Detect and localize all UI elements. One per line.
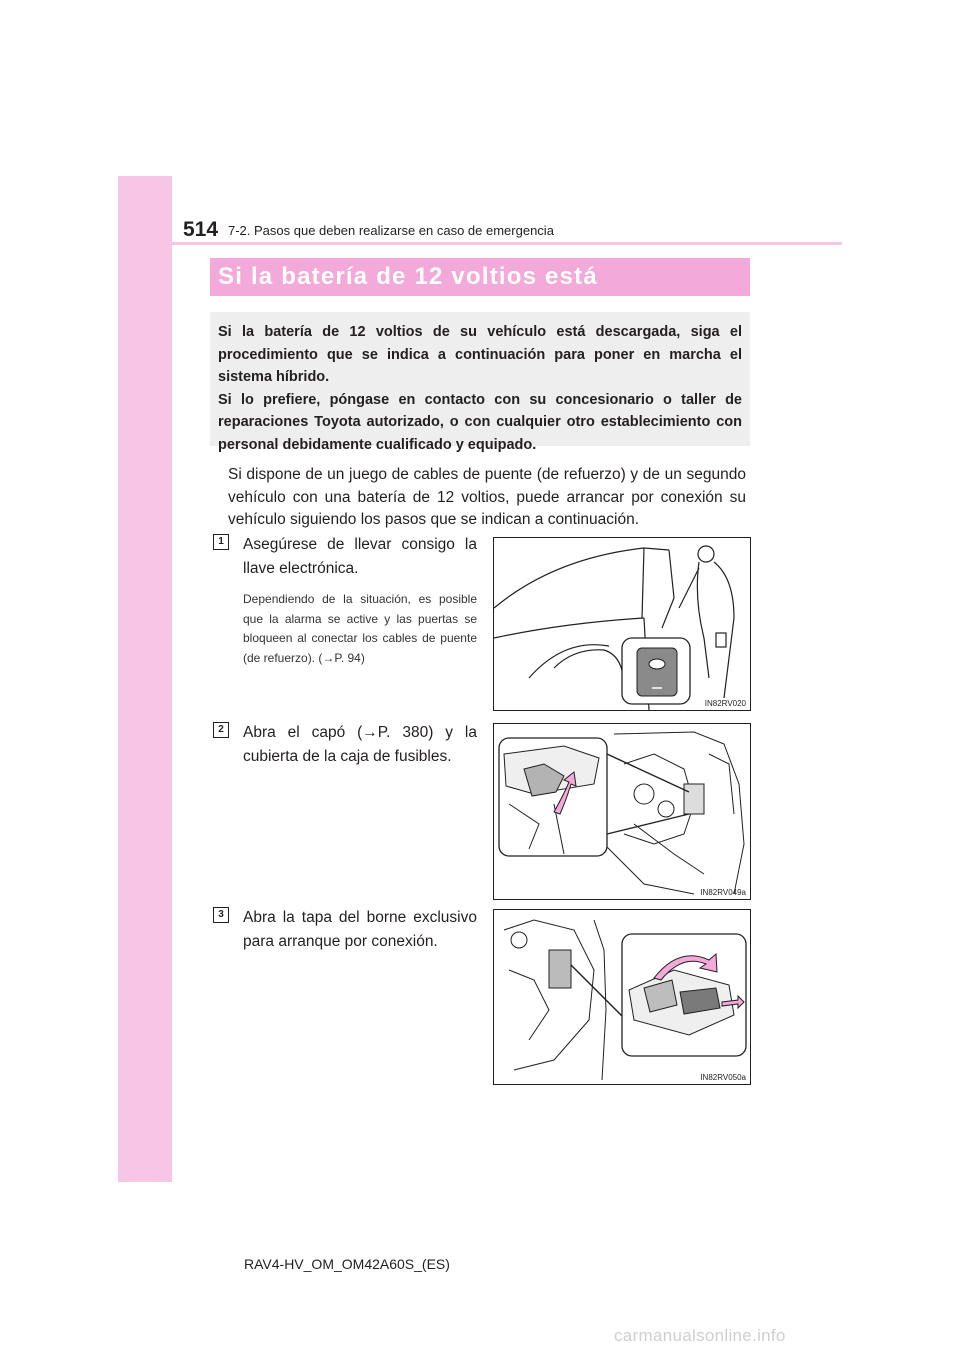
figure-code-1: IN82RV020 xyxy=(704,699,746,708)
body-paragraph: Si dispone de un juego de cables de puente (de refuerzo) y de un segundo vehículo con una batería de 12 voltios, puede arrancar por conexión su vehículo siguiendo los pasos que se indican a continuación. xyxy=(228,466,746,528)
step-1-number: 1 xyxy=(213,534,229,550)
step-2-text: Abra el capó (→P. 380) y la cubierta de la caja de fusibles. xyxy=(243,724,477,765)
step-3-number: 3 xyxy=(213,907,229,923)
fusebox-cover-inset xyxy=(499,738,607,856)
intro-paragraph-1: Si la batería de 12 voltios de su vehículo está descargada, siga el procedimiento que se indica a continuación para poner en marcha el sistema híbrido. xyxy=(218,324,742,385)
terminal-cover-inset xyxy=(622,934,746,1056)
figure-code-3: IN82RV050a xyxy=(700,1073,746,1082)
figure-code-2: IN82RV049a xyxy=(700,888,746,897)
figure-electronic-key xyxy=(493,537,751,711)
watermark: carmanualsonline.info xyxy=(614,1326,786,1345)
key-fob-inset xyxy=(622,638,690,704)
step-1-text: Asegúrese de llevar consigo la llave electrónica. xyxy=(243,536,477,577)
section-heading: Si la batería de 12 voltios está xyxy=(210,258,750,296)
intro-box xyxy=(210,312,750,453)
jump-terminal-illustration xyxy=(494,910,750,1084)
step-1-note: Dependiendo de la situación, es posible que la alarma se active y las puertas se bloqueen al conectar los cables de puente (de refuerzo). (→P. 94) xyxy=(243,592,477,665)
intro-paragraph-2: Si lo prefiere, póngase en contacto con su concesionario o taller de reparaciones Toyota autorizado, o con cualquier otro establecimiento con personal debidamente cualificado y equipado. xyxy=(218,391,742,453)
chapter-title: 7-2. Pasos que deben realizarse en caso de emergencia xyxy=(228,223,554,238)
page-number: 514 xyxy=(183,218,219,241)
figure-jump-terminal xyxy=(493,909,751,1085)
document-code: RAV4-HV_OM_OM42A60S_(ES) xyxy=(244,1256,450,1272)
chapter-sidebar-tab xyxy=(118,176,172,1182)
step-2-number: 2 xyxy=(213,722,229,738)
engine-fusebox-illustration xyxy=(494,724,750,899)
figure-hood-fusebox xyxy=(493,723,751,900)
car-door-key-illustration xyxy=(494,538,750,710)
header-divider xyxy=(172,242,842,245)
step-3-text: Abra la tapa del borne exclusivo para arranque por conexión. xyxy=(243,909,477,950)
